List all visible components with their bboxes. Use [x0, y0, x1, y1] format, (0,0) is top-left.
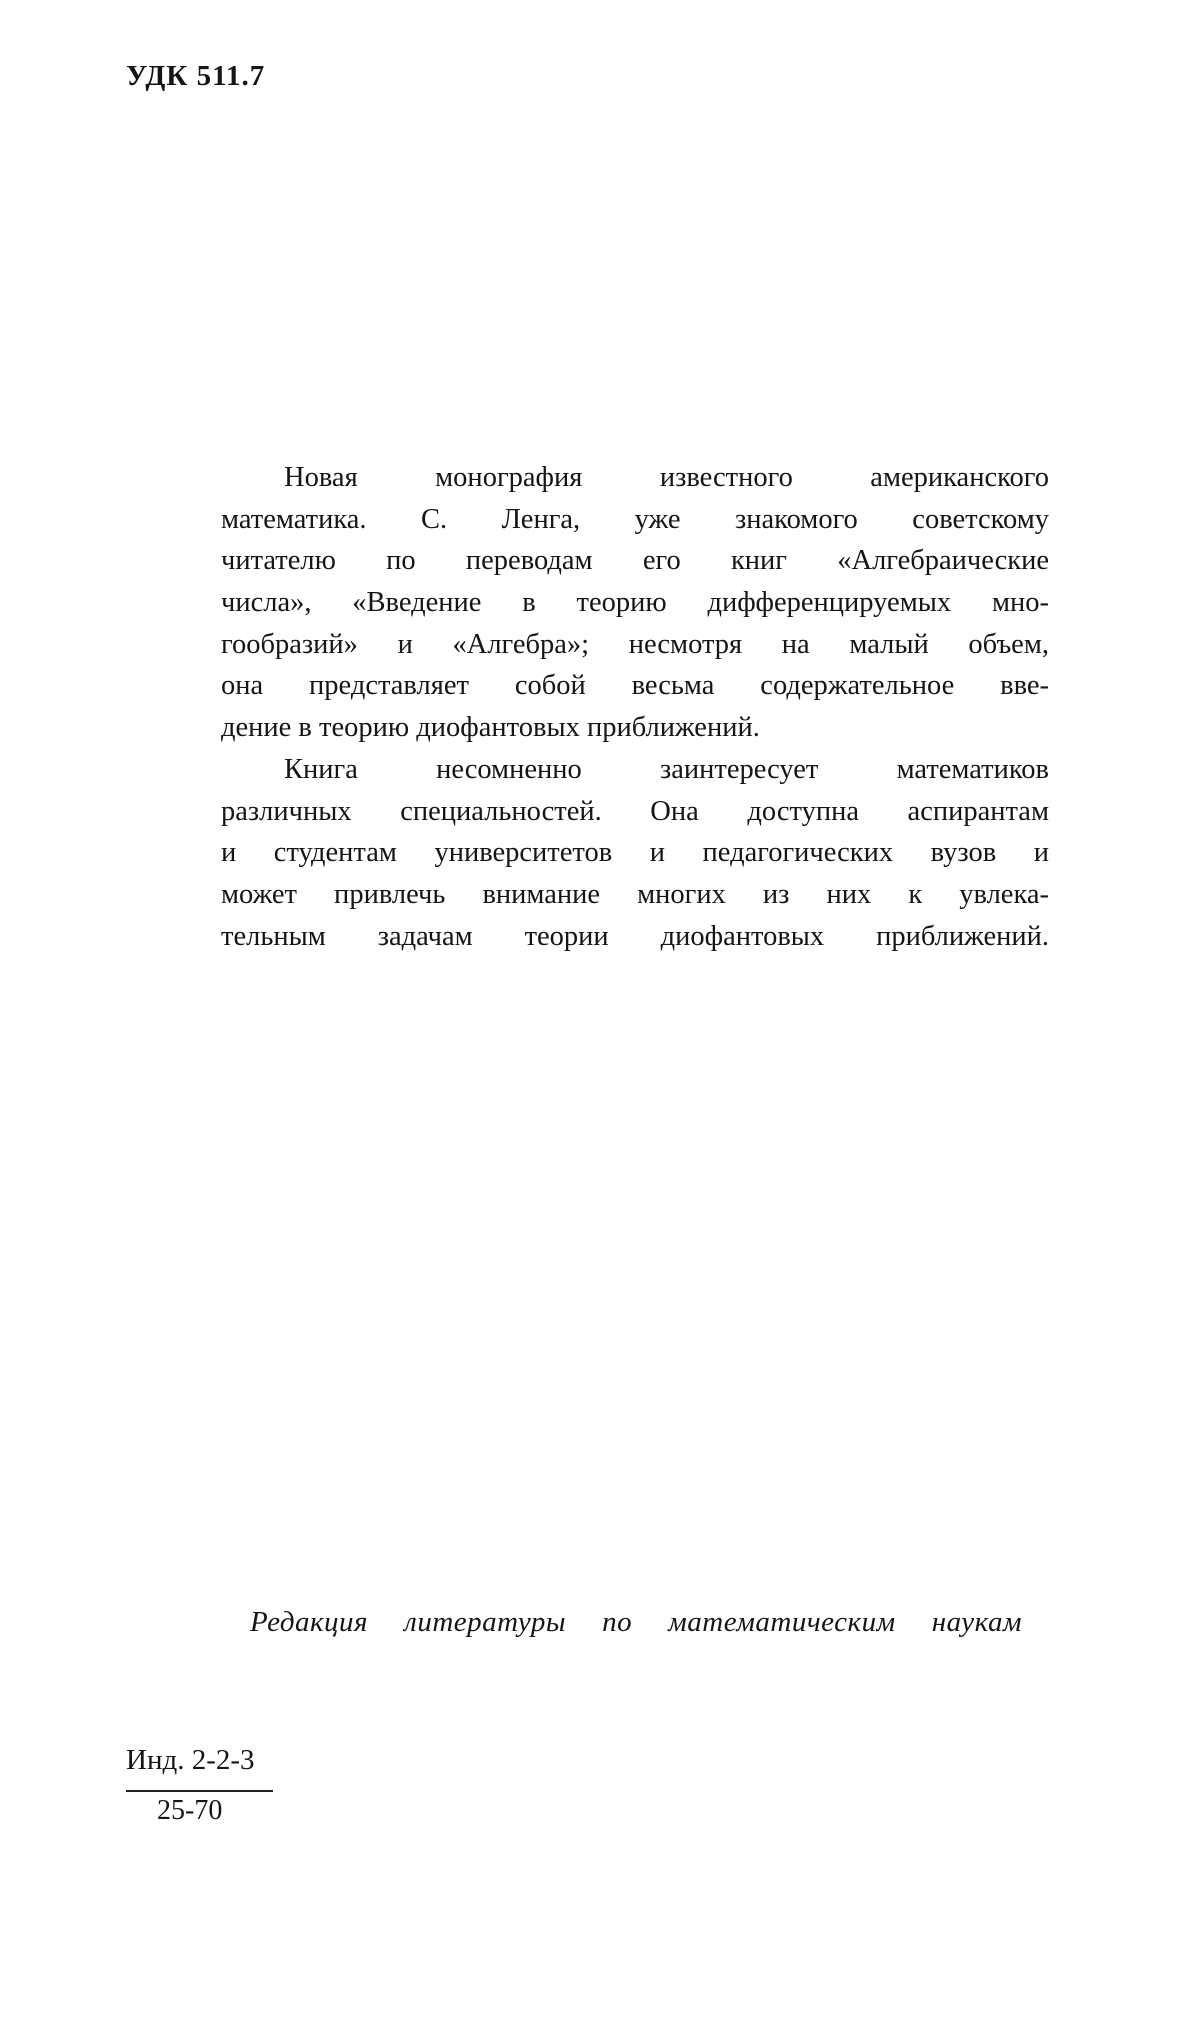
- text-line: Новая монография известного американского: [284, 462, 1049, 493]
- text-line: тельным задачам теории диофантовых приближений.: [221, 920, 1049, 952]
- text-line: и студентам университетов и педагогических вузов и: [221, 837, 1049, 869]
- editorial-department: Редакция литературы по математическим наукам: [250, 1606, 1022, 1638]
- udk-code: УДК 511.7: [126, 60, 266, 92]
- text-line: числа», «Введение в теорию дифференцируемых мно-: [221, 587, 1049, 619]
- index-divider: [126, 1790, 273, 1792]
- abstract-paragraph-1: [221, 457, 1049, 749]
- text-line: она представляет собой весьма содержательное вве-: [221, 670, 1049, 702]
- text-line: может привлечь внимание многих из них к увлека-: [221, 878, 1049, 910]
- text-line: математика. С. Ленга, уже знакомого советскому: [221, 503, 1049, 535]
- text-line: различных специальностей. Она доступна аспирантам: [221, 795, 1049, 827]
- text-line: Книга несомненно заинтересует математиков: [284, 753, 1049, 785]
- index-number: 25-70: [157, 1795, 223, 1826]
- text-line: читателю по переводам его книг «Алгебраические: [221, 545, 1049, 577]
- index-code: Инд. 2-2-3: [126, 1744, 255, 1776]
- text-line: гообразий» и «Алгебра»; несмотря на малый объем,: [221, 628, 1049, 660]
- text-line: дение в теорию диофантовых приближений.: [221, 712, 760, 744]
- abstract: [221, 457, 1049, 957]
- abstract-paragraph-2: [221, 749, 1049, 957]
